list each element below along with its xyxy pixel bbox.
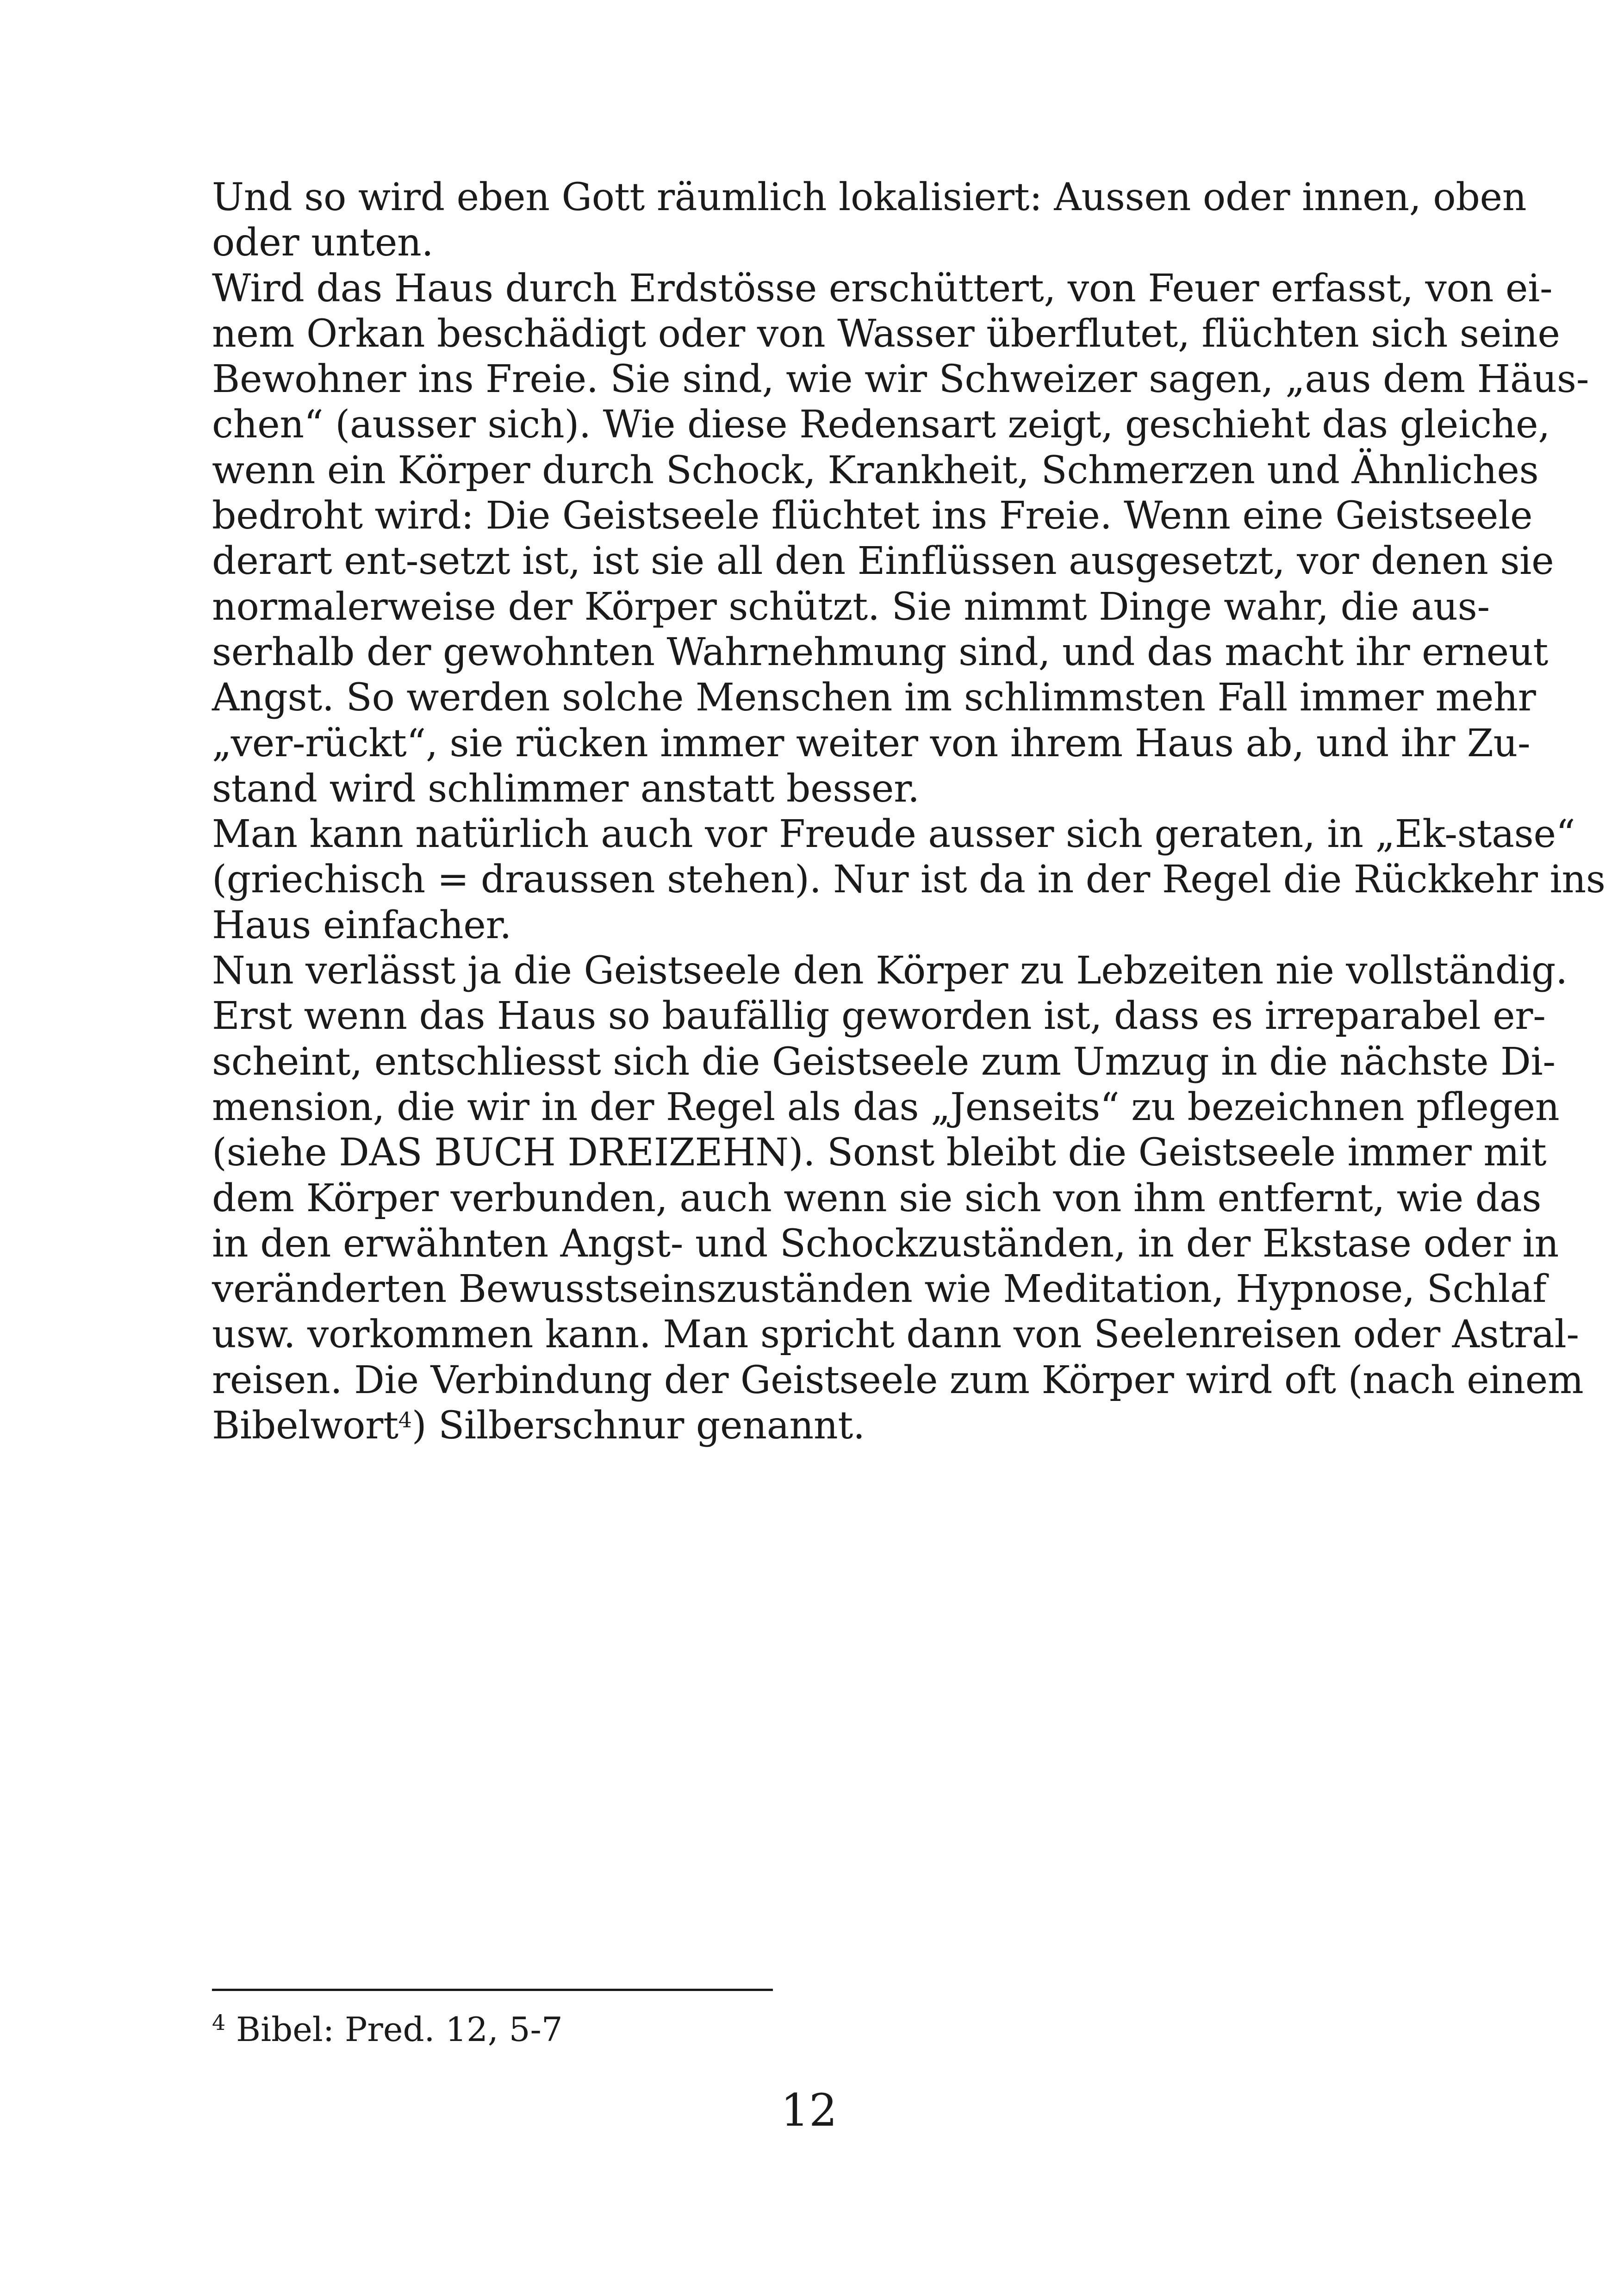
text-line: Angst. So werden solche Menschen im schlimmsten Fall immer mehr [212,676,1536,720]
text-line: mension, die wir in der Regel als das „Jenseits“ zu bezeichnen pflegen [212,1085,1560,1129]
text-line: scheint, entschliesst sich die Geistseele zum Umzug in die nächste Di- [212,1039,1556,1084]
footnote-reference[interactable]: 4 [398,1407,412,1433]
text-line: dem Körper verbunden, auch wenn sie sich von ihm entfernt, wie das [212,1176,1542,1220]
text-segment: ) Silberschnur genannt. [411,1404,865,1448]
text-line: Bewohner ins Freie. Sie sind, wie wir Schweizer sagen, „aus dem Häus- [212,357,1589,402]
text-line: Wird das Haus durch Erdstösse erschüttert, von Feuer erfasst, von ei- [212,266,1553,311]
text-line: bedroht wird: Die Geistseele flüchtet ins Freie. Wenn eine Geistseele [212,494,1533,538]
body-text [212,175,1606,1449]
text-line: veränderten Bewusstseinszuständen wie Meditation, Hypnose, Schlaf [212,1267,1547,1312]
text-line: Erst wenn das Haus so baufällig geworden ist, dass es irreparabel er- [212,994,1546,1039]
text-line: normalerweise der Körper schützt. Sie nimmt Dinge wahr, die aus- [212,585,1490,629]
text-line: (griechisch = draussen stehen). Nur ist da in der Regel die Rückkehr ins [212,858,1606,902]
text-line: wenn ein Körper durch Schock, Krankheit, Schmerzen und Ähnliches [212,448,1539,492]
text-line: reisen. Die Verbindung der Geistseele zum Körper wird oft (nach einem [212,1358,1584,1402]
page-number: 12 [780,2084,838,2136]
text-line: nem Orkan beschädigt oder von Wasser überflutet, flüchten sich seine [212,311,1560,356]
text-line: usw. vorkommen kann. Man spricht dann von Seelenreisen oder Astral- [212,1313,1579,1357]
footnote-separator [212,1989,773,1991]
text-line: Man kann natürlich auch vor Freude ausser sich geraten, in „Ek-stase“ [212,812,1575,857]
text-line: chen“ (ausser sich). Wie diese Redensart zeigt, geschieht das gleiche, [212,403,1550,447]
text-line: (siehe DAS BUCH DREIZEHN). Sonst bleibt die Geistseele immer mit [212,1131,1547,1175]
footnote [212,2009,563,2050]
footnote-marker: 4 [212,2010,226,2035]
text-line: oder unten. [212,221,434,265]
footnote-text: Bibel: Pred. 12, 5-7 [225,2010,563,2049]
text-line: Haus einfacher. [212,903,512,947]
text-line: serhalb der gewohnten Wahrnehmung sind, und das macht ihr erneut [212,630,1549,674]
text-line-last [212,1403,1384,1449]
text-line: in den erwähnten Angst- und Schockzuständen, in der Ekstase oder in [212,1221,1559,1266]
text-line: derart ent-setzt ist, ist sie all den Einflüssen ausgesetzt, vor denen sie [212,539,1554,584]
text-line: „ver-rückt“, sie rücken immer weiter von ihrem Haus ab, und ihr Zu- [212,721,1531,765]
text-line: Nun verlässt ja die Geistseele den Körper zu Lebzeiten nie vollständig. [212,949,1568,993]
text-line: stand wird schlimmer anstatt besser. [212,766,920,811]
text-line: Und so wird eben Gott räumlich lokalisiert: Aussen oder innen, oben [212,175,1527,219]
text-segment: Bibelwort [212,1404,398,1448]
